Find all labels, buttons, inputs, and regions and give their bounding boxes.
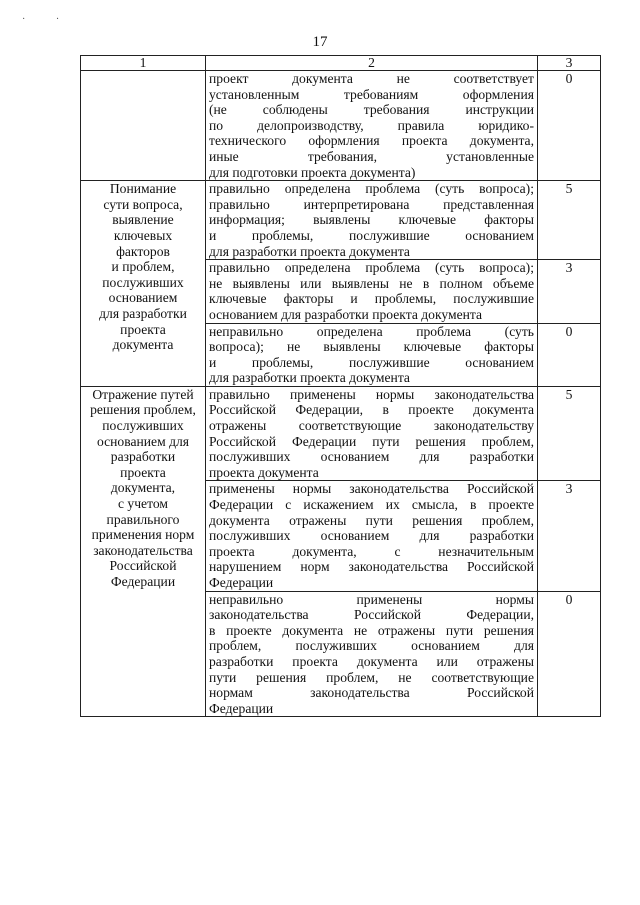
description-line: разработки проекта документа или отражены: [209, 653, 534, 669]
description-line-last: Федерации: [209, 700, 274, 716]
description-cell: [206, 481, 538, 591]
description-line: по делопроизводству, правила юридико-: [209, 117, 534, 133]
criterion-line: выявление: [112, 212, 174, 228]
description-line: правильно определена проблема (суть вопроса);: [209, 181, 534, 197]
description-line: технического оформления проекта документа,: [209, 133, 534, 149]
description-cell: [206, 71, 538, 181]
criterion-line: с учетом: [117, 496, 168, 512]
criterion-line: ключевых: [113, 227, 173, 243]
criterion-line: законодательства: [93, 542, 193, 558]
description-line: не выявлены или выявлены не в полном объеме: [209, 275, 534, 291]
description-line: послуживших основанием для разработки: [209, 528, 534, 544]
criterion-line: основанием: [108, 290, 178, 306]
criterion-line: решения проблем,: [90, 402, 196, 418]
description-line-last: основанием для разработки проекта документа: [209, 306, 483, 322]
criterion-line: основанием для: [96, 433, 190, 449]
criterion-line: разработки: [110, 449, 176, 465]
description-line: Российской Федерации пути решения проблем,: [209, 433, 534, 449]
description-line: информация; выявлены ключевые факторы: [209, 212, 534, 228]
table-row: [81, 181, 601, 260]
criterion-line: Российской: [109, 558, 177, 574]
description-line: иные требования, установленные: [209, 148, 534, 164]
header-col-1: 1: [81, 56, 206, 71]
criterion-line: сути вопроса,: [103, 196, 183, 212]
description-line: проблем, послуживших основанием для: [209, 638, 534, 654]
description-line: отражены соответствующие законодательству: [209, 418, 534, 434]
description-line: проект документа не соответствует: [209, 71, 534, 86]
criterion-cell: [81, 181, 206, 387]
description-line: установленным требованиям оформления: [209, 86, 534, 102]
score-cell: 3: [538, 260, 601, 323]
score-cell: 0: [538, 71, 601, 181]
description-line: (не соблюдены требования инструкции: [209, 102, 534, 118]
description-line: правильно определена проблема (суть вопроса);: [209, 260, 534, 276]
criterion-line: документа: [112, 337, 174, 353]
description-line: законодательства Российской Федерации,: [209, 607, 534, 623]
table-row: [81, 71, 601, 181]
criterion-line: проекта: [120, 464, 166, 480]
description-line: пути решения проблем, не соответствующие: [209, 669, 534, 685]
criterion-line: послуживших: [102, 274, 184, 290]
criteria-table: [80, 55, 601, 717]
header-row: [81, 56, 601, 71]
description-line: нормам законодательства Российской: [209, 685, 534, 701]
scan-specks: · ·: [22, 14, 74, 25]
score-cell: 5: [538, 181, 601, 260]
criterion-line: Понимание: [109, 181, 177, 197]
page-number: 17: [312, 34, 328, 50]
description-line-last: Федерации: [209, 575, 274, 590]
description-line: правильно интерпретирована представленная: [209, 196, 534, 212]
description-line: и проблемы, послужившие основанием: [209, 227, 534, 243]
criterion-line: Отражение путей: [92, 386, 194, 402]
criterion-line: и проблем,: [111, 259, 175, 275]
description-line: в проекте документа не отражены пути решения: [209, 622, 534, 638]
criterion-line: для разработки: [99, 305, 187, 321]
description-line: Федерации с искажением их смысла, в проекте: [209, 497, 534, 513]
description-cell: [206, 260, 538, 323]
description-cell: [206, 181, 538, 260]
description-line: Российской Федерации, в проекте документа: [209, 402, 534, 418]
score-cell: 0: [538, 323, 601, 386]
description-line: и проблемы, послужившие основанием: [209, 354, 534, 370]
description-line: вопроса); не выявлены ключевые факторы: [209, 339, 534, 355]
description-cell: [206, 591, 538, 717]
description-line: послуживших основанием для разработки: [209, 449, 534, 465]
description-line: применены нормы законодательства Российской: [209, 481, 534, 497]
criterion-line: проекта: [120, 321, 166, 337]
description-line-last: для разработки проекта документа: [209, 370, 410, 386]
score-cell: 3: [538, 481, 601, 591]
header-col-2: 2: [206, 56, 538, 71]
description-line-last: для разработки проекта документа: [209, 243, 410, 259]
description-line: неправильно определена проблема (суть: [209, 323, 534, 339]
score-cell: 0: [538, 591, 601, 717]
description-line-last: проекта документа: [209, 464, 319, 480]
table-row: [81, 386, 601, 481]
description-cell: [206, 323, 538, 386]
description-line: нарушением норм законодательства Российской: [209, 559, 534, 575]
description-line: проекта документа, с незначительным: [209, 543, 534, 559]
criterion-line: применения норм: [91, 527, 195, 543]
criterion-line: правильного: [106, 511, 180, 527]
description-line: неправильно применены нормы: [209, 591, 534, 607]
score-cell: 5: [538, 386, 601, 481]
header-col-3: 3: [538, 56, 601, 71]
description-line: ключевые факторы и проблемы, послужившие: [209, 291, 534, 307]
description-line: правильно применены нормы законодательства: [209, 386, 534, 402]
criterion-cell: [81, 386, 206, 716]
description-line: документа отражены пути решения проблем,: [209, 512, 534, 528]
criterion-cell: [81, 71, 206, 181]
criterion-line: Федерации: [110, 574, 176, 589]
criterion-line: послуживших: [102, 418, 184, 434]
description-line-last: для подготовки проекта документа): [209, 164, 416, 180]
criterion-line: факторов: [116, 243, 170, 259]
criterion-line: документа,: [110, 480, 176, 496]
description-cell: [206, 386, 538, 481]
